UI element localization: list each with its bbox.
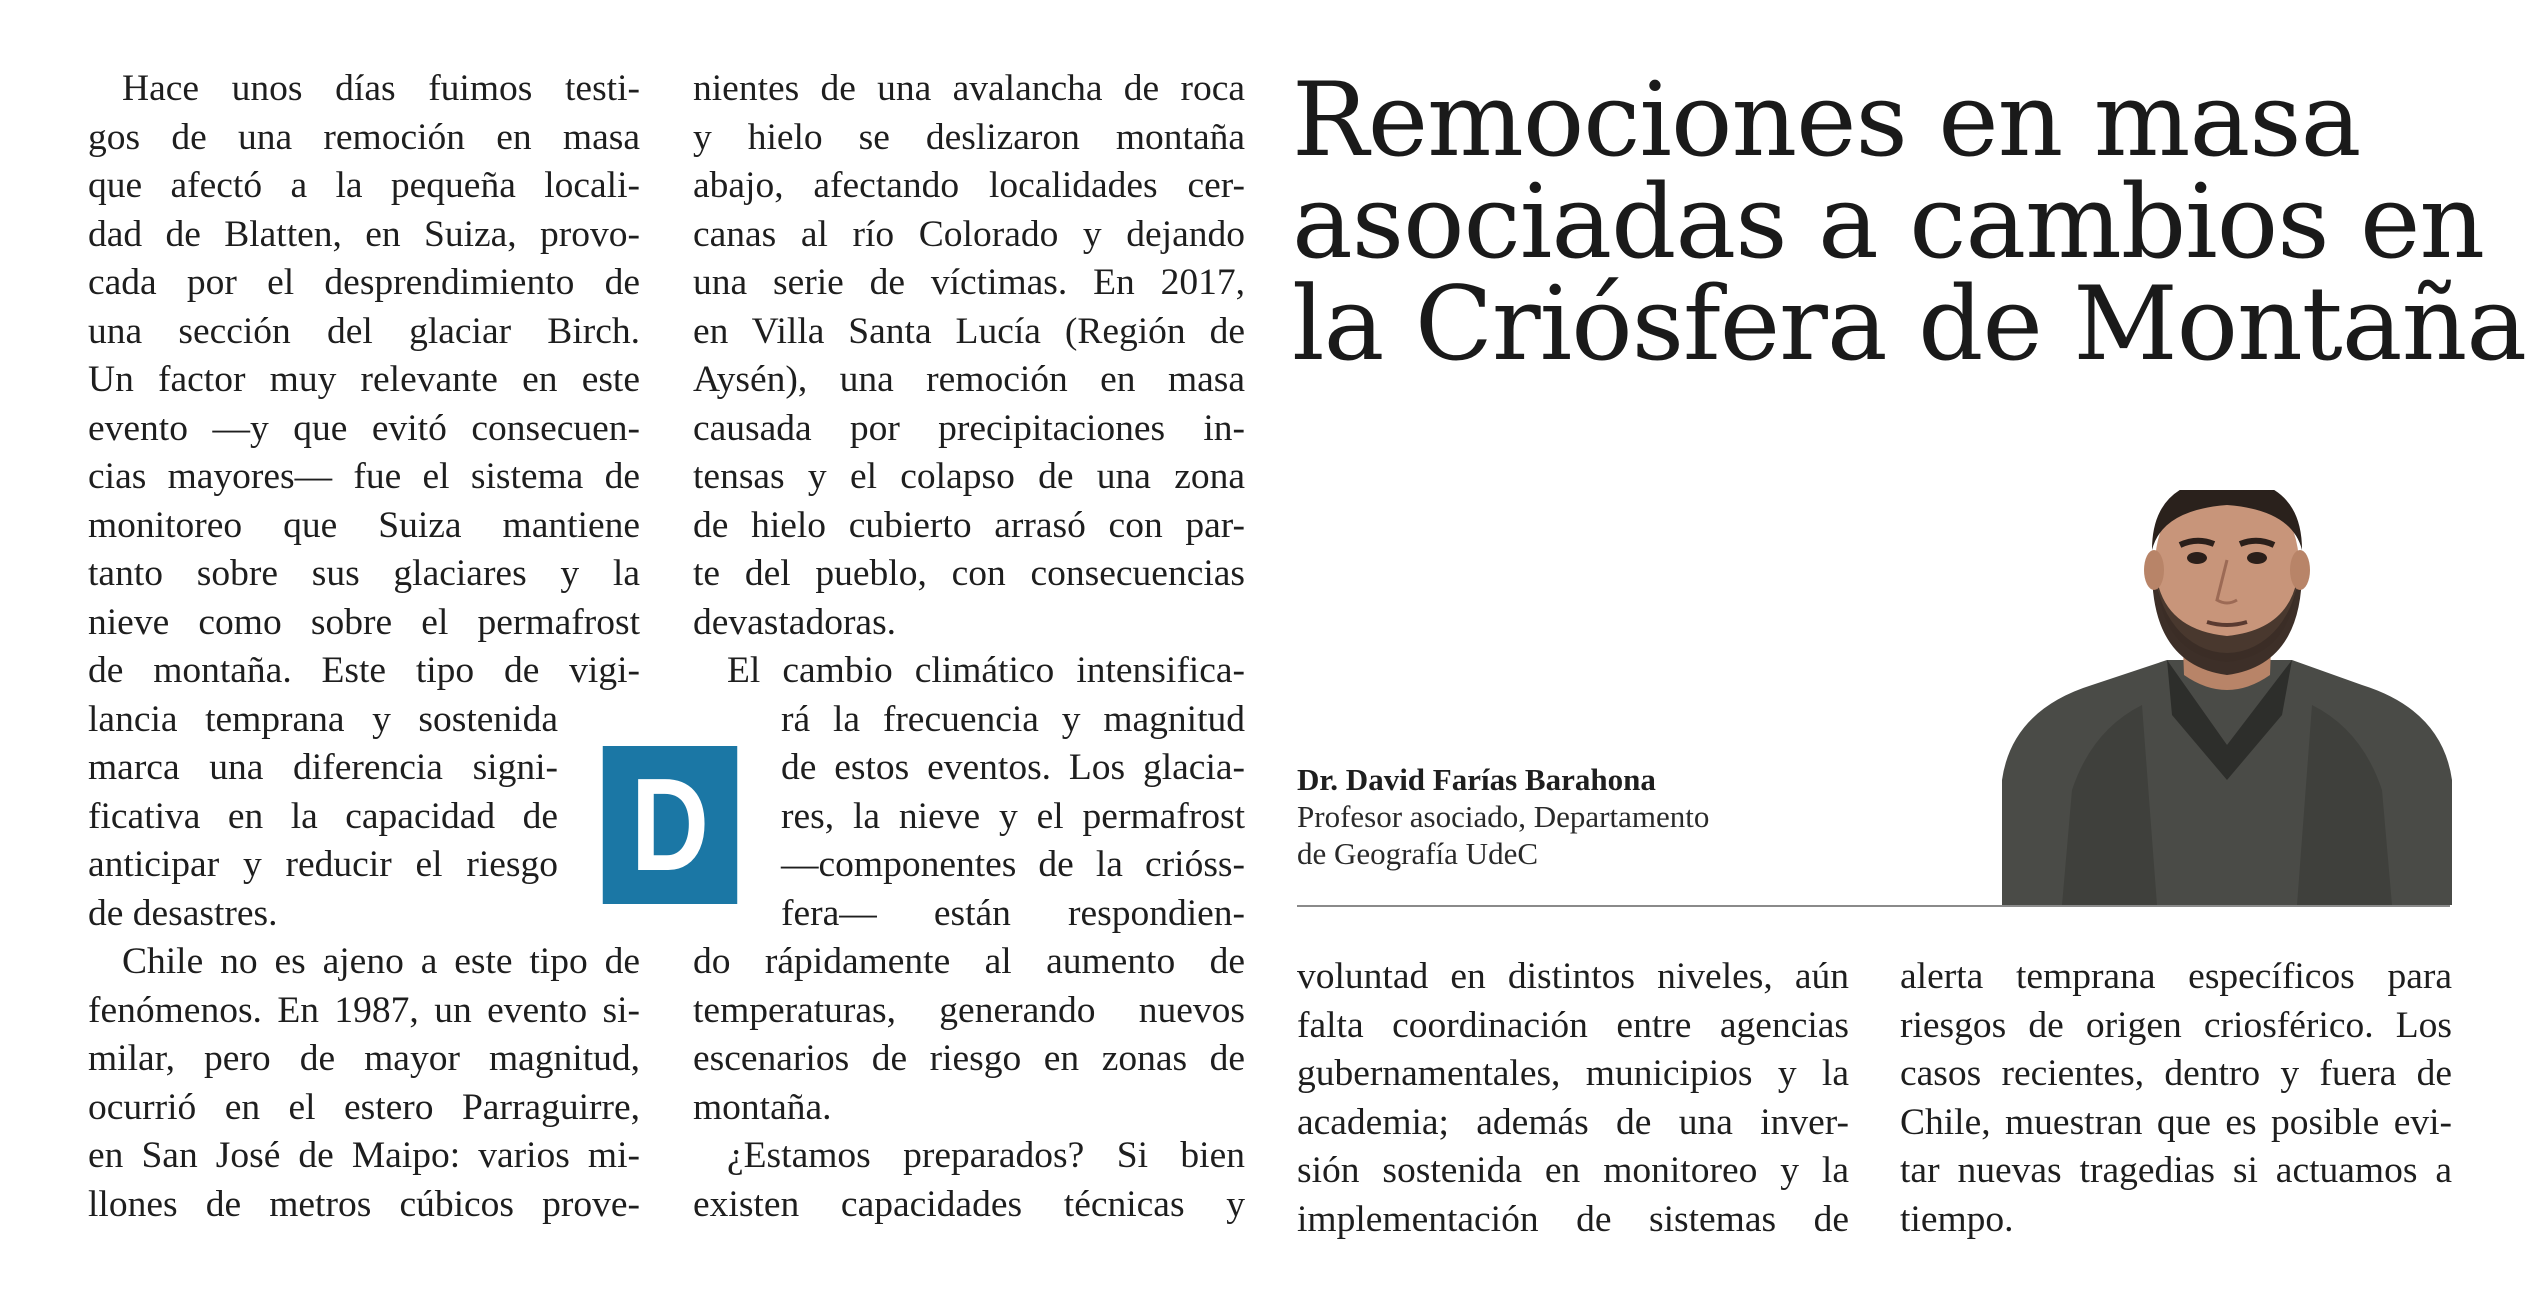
text-line: devastadoras.: [693, 601, 897, 643]
article-column-1: [88, 65, 640, 1229]
text-line: tanto sobre sus glaciares y la: [88, 553, 640, 594]
text-line: en San José de Maipo: varios mi-: [88, 1135, 640, 1176]
article-headline: [1292, 61, 2527, 384]
text-line: Chile no es ajeno a este tipo de: [122, 941, 640, 982]
text-line: una sección del glaciar Birch.: [88, 310, 640, 352]
text-line: monitoreo que Suiza mantiene: [88, 504, 640, 546]
text-line: Hace unos días fuimos testi-: [122, 68, 640, 109]
article-column-4: [1900, 953, 2452, 1244]
text-line: abajo, afectando localidades cer-: [693, 165, 1245, 206]
article-column-3: [1297, 953, 1849, 1244]
text-line: fera— están respondien-: [781, 892, 1245, 934]
text-line: ficativa en la capacidad de: [88, 795, 558, 837]
text-line: de desastres.: [88, 892, 278, 934]
text-line: ocurrió en el estero Parraguirre,: [88, 1086, 640, 1128]
text-line: sión sostenida en monitoreo y la: [1297, 1150, 1849, 1191]
text-line: montaña.: [693, 1086, 832, 1128]
author-role: Profesor asociado, Departamento: [1297, 799, 1710, 834]
text-line: de montaña. Este tipo de vigi-: [88, 650, 640, 691]
text-line: Chile, muestran que es posible evi-: [1900, 1101, 2452, 1143]
headline-line: asociadas a cambios en: [1292, 163, 2485, 282]
text-line: falta coordinación entre agencias: [1297, 1004, 1849, 1046]
drop-cap: D: [603, 746, 737, 904]
text-line: El cambio climático intensifica-: [727, 650, 1245, 691]
text-line: rá la frecuencia y magnitud: [781, 698, 1245, 740]
text-line: tensas y el colapso de una zona: [693, 456, 1245, 497]
text-line: tar nuevas tragedias si actuamos a: [1900, 1150, 2452, 1191]
text-line: ¿Estamos preparados? Si bien: [727, 1135, 1245, 1176]
text-line: cada por el desprendimiento de: [88, 262, 640, 303]
text-line: existen capacidades técnicas y: [693, 1183, 1245, 1225]
article-column-2: [693, 65, 1245, 1229]
author-name: Dr. David Farías Barahona: [1297, 762, 1656, 797]
text-line: de estos eventos. Los glacia-: [781, 747, 1245, 788]
text-line: marca una diferencia signi-: [88, 747, 558, 788]
text-line: causada por precipitaciones in-: [693, 407, 1245, 449]
text-line: cias mayores— fue el sistema de: [88, 456, 640, 497]
text-line: que afectó a la pequeña locali-: [88, 165, 640, 206]
author-portrait-illustration: [2002, 490, 2452, 905]
headline-line: Remociones en masa: [1292, 61, 2361, 180]
text-line: y hielo se deslizaron montaña: [693, 116, 1245, 158]
text-line: canas al río Colorado y dejando: [693, 213, 1245, 255]
text-line: nieve como sobre el permafrost: [88, 601, 640, 643]
text-line: tiempo.: [1900, 1198, 2014, 1240]
author-photo: [2002, 490, 2452, 905]
text-line: escenarios de riesgo en zonas de: [693, 1038, 1245, 1079]
text-line: gos de una remoción en masa: [88, 116, 640, 158]
text-line: academia; además de una inver-: [1297, 1101, 1849, 1143]
text-line: fenómenos. En 1987, un evento si-: [88, 989, 640, 1031]
text-line: en Villa Santa Lucía (Región de: [693, 310, 1245, 352]
text-line: riesgos de origen criosférico. Los: [1900, 1004, 2452, 1046]
text-line: milar, pero de mayor magnitud,: [88, 1038, 640, 1079]
text-line: evento —y que evitó consecuen-: [88, 407, 640, 449]
text-line: alerta temprana específicos para: [1900, 956, 2452, 997]
text-line: do rápidamente al aumento de: [693, 941, 1245, 982]
text-line: nientes de una avalancha de roca: [693, 68, 1245, 109]
text-line: Un factor muy relevante en este: [88, 359, 640, 400]
section-divider: [1297, 905, 2450, 907]
text-line: Aysén), una remoción en masa: [693, 359, 1245, 400]
text-line: res, la nieve y el permafrost: [781, 795, 1245, 837]
headline-line: la Criósfera de Montaña: [1292, 265, 2527, 384]
author-byline: [1297, 761, 1997, 872]
text-line: casos recientes, dentro y fuera de: [1900, 1053, 2452, 1094]
text-line: lancia temprana y sostenida: [88, 698, 558, 740]
text-line: te del pueblo, con consecuencias: [693, 553, 1245, 594]
text-line: dad de Blatten, en Suiza, provo-: [88, 213, 640, 255]
text-line: una serie de víctimas. En 2017,: [693, 262, 1245, 303]
author-role: de Geografía UdeC: [1297, 836, 1539, 871]
text-line: —componentes de la crióss-: [781, 844, 1245, 885]
text-line: voluntad en distintos niveles, aún: [1297, 956, 1849, 997]
text-line: implementación de sistemas de: [1297, 1198, 1849, 1240]
text-line: temperaturas, generando nuevos: [693, 989, 1245, 1031]
text-line: llones de metros cúbicos prove-: [88, 1183, 640, 1225]
text-line: de hielo cubierto arrasó con par-: [693, 504, 1245, 546]
text-line: gubernamentales, municipios y la: [1297, 1053, 1849, 1094]
text-line: anticipar y reducir el riesgo: [88, 844, 558, 885]
